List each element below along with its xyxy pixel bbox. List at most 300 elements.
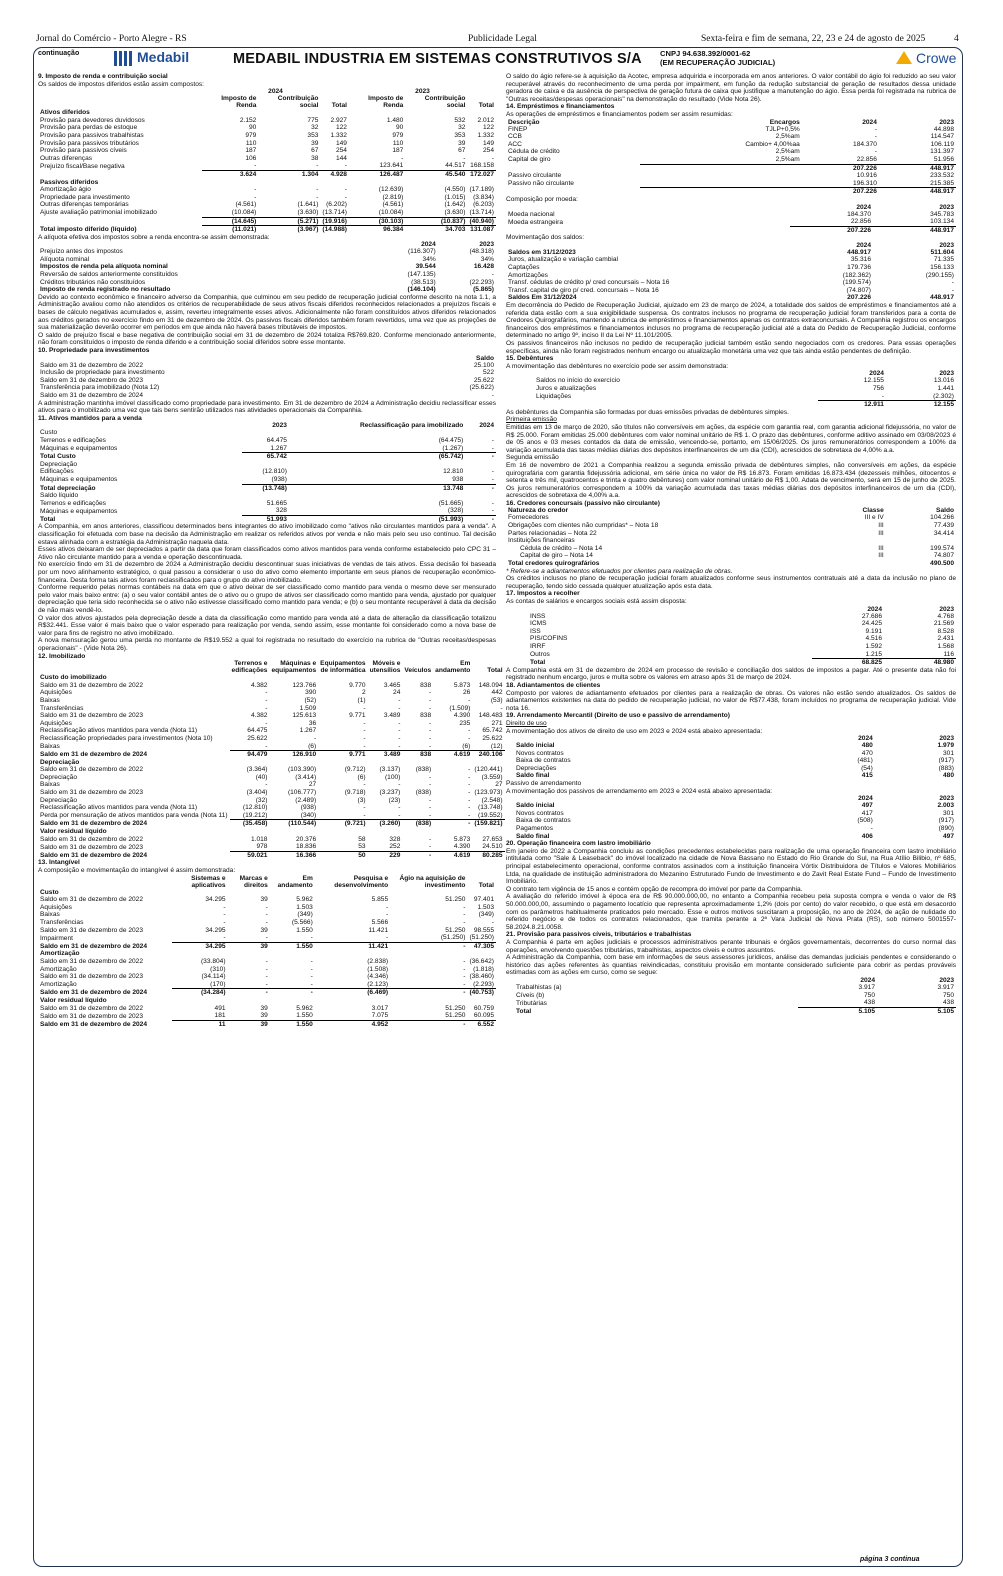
cell-value: - [465,453,496,461]
cell-value: - [463,918,466,926]
cell-value: (349) [478,911,494,919]
cell-value: 27.686 [861,612,882,620]
cell-value: - [402,851,433,859]
row-label: Transferências [40,704,84,712]
row-label: CCB [508,133,522,141]
cell-value: 2.431 [937,635,954,643]
cell-value: - [398,719,401,727]
column-header: 2023 [939,118,954,126]
cell-value: 1.503 [296,903,313,911]
cell-value: - [468,773,471,781]
cell-value: 480 [861,742,873,750]
s13-intro: A composição e movimentação do intangível é assim demonstrada: [38,867,236,874]
row-label: Reclassificação ativos mantidos para venda (Nota 11) [40,727,198,735]
cell-value: 104.266 [930,514,954,522]
cell-value: (65.742) [289,453,465,461]
cell-value: 1.550 [296,1012,313,1020]
cell-value: 90 [249,124,257,132]
cell-value: 25.100 [473,361,494,369]
table-row [38,256,496,264]
cell-value [472,828,504,836]
cell-value: - [363,719,366,727]
column-header: 2023 [939,370,954,378]
row-label: Transf. cédulas de crédito p/ cred concursais – Nota 16 [508,279,670,287]
cell-value: - [465,484,496,492]
table-row [38,453,496,461]
cell-value: 116 [943,650,954,658]
cell-value [349,109,405,117]
table-row [38,828,505,836]
s12-title: 12. Imobilizado [38,652,86,660]
s10-title: 10. Propriedade para investimentos [38,347,150,354]
cell-value: 39 [228,1020,270,1028]
table-row [38,851,505,859]
table-row [38,117,496,125]
row-label: ISS [530,627,541,635]
cell-value [230,674,270,682]
row-label: Depreciação [40,773,78,781]
table-row [506,750,956,758]
row-label: Saldo em 31 de dezembro de 2022 [40,896,144,904]
table-row [38,804,505,812]
cell-value [172,889,228,897]
cell-value [402,828,433,836]
cell-value [467,889,496,897]
cell-value: (328) [447,507,464,515]
cell-value: 74.807 [933,552,954,560]
cell-value: 235 [459,719,471,727]
cell-value: 5.873 [453,835,471,843]
s20-text2: O contrato tem vigência de 15 anos e contém opção de recompra do imóvel por parte da Companhia. [506,885,803,893]
row-label: Saldo em 31 de dezembro de 2022 [40,766,144,774]
cell-value: - [363,804,366,812]
cell-value: 123.641 [379,162,404,170]
publication-header [38,49,958,71]
cell-value: (12.810) [262,468,287,476]
cell-value: 34.295 [205,896,226,904]
cell-value [270,997,315,1005]
cell-value: - [491,154,494,162]
row-label: Total imposto diferido (líquido) [40,226,137,234]
column-header: Total [487,667,503,675]
s15-text3: Em 16 de novembro de 2021 a Companhia realizou a segunda emissão privada de debêntures simples, não conversíveis em ações, da espécie quirografária com garantia fidejussória adicional, em série única no valor de R$ 16.873. Foram emitidas 16.873.434 (dezesseis milhões, oitocentos e setenta e três mil, quatrocentos e trinta e quatro debêntures) com valor nominal unitário de R$ 1,00. Adata de vencimento, será em 15 de junho de 2025. Os juros remuneratórios correspondem a 100% da variação acumulada das taxas médias diárias dos depósitos interfinanceiros de um dia (CDI), acrescidos de sobretaxa de 4,00% a.a. [506,461,956,500]
cell-value: - [313,734,317,742]
cell-value: 80.285 [472,851,504,859]
cell-value: 2 [361,689,366,697]
cell-value [230,828,270,836]
cell-value: - [265,980,268,988]
cell-value: 9.191 [865,627,882,635]
row-label: Saldo em 31 de dezembro de 2023 [40,789,144,797]
column-header: 2024 [858,735,873,743]
column-header: 2023 [939,976,954,984]
cell-value: (53) [490,696,503,704]
s21-text2: A Administração da Companhia, com base em informações de seus assessores jurídicos, análise das demandas judiciais pendentes e considerando o histórico das ações referentes às quantias reivindicadas, constituiu provisão em montante considerado suficiente para cobrir as perdas prováveis estimadas com as ações em curso, como se segue: [506,954,956,977]
row-label: Provisão para devedores duvidosos [40,116,145,124]
cell-value: (6.203) [473,201,494,209]
row-label: Custo do imobilizado [40,674,107,682]
cell-value: 50 [318,851,367,859]
cell-value: 4.928 [320,170,349,178]
cell-value [822,560,886,568]
cell-value: (917) [938,817,954,825]
row-label: Saldo em 31 de dezembro de 2022 [40,681,144,689]
deferred-tax-table [38,88,496,234]
cell-value: 51.956 [933,155,954,163]
cell-value: 4.390 [453,712,471,720]
row-label: Novos contratos [516,749,564,757]
masthead-section: Publicidade Legal [468,34,537,44]
masthead-newspaper: Jornal do Comércio - Porto Alegre - RS [36,34,187,44]
cell-value: 131.087 [467,226,496,234]
table-row [506,742,956,750]
cell-value: (6.202) [326,201,347,209]
row-label: Saldo em 31 de dezembro de 2022 [40,361,144,369]
cell-value [315,950,390,958]
cell-value: - [363,811,366,819]
row-label [506,401,818,409]
cell-value: (2.489) [295,796,317,804]
s17-intro: As contas de salários e encargos sociais está assim disposta: [506,598,687,605]
row-label: Saldo líquido [40,492,79,500]
cell-value: 149 [482,139,494,147]
table-row [38,194,496,202]
s14-intro: As operações de empréstimos e financiamentos podem ser assim resumidas: [506,110,733,118]
row-label [506,188,640,196]
table-row [38,392,496,400]
column-header: 2023 [939,795,954,803]
table-row [38,682,505,690]
cell-value: - [463,965,466,973]
cell-value: (10.837) [405,217,467,226]
table-row [38,484,496,492]
row-label: Impairment [40,934,73,942]
s11-title: 11. Ativos mantidos para a venda [38,414,142,422]
cell-value: (19.552) [478,811,503,819]
cell-value: - [491,507,494,515]
column-header: 2024 [479,422,494,430]
row-label: Passivos diferidos [40,178,99,186]
row-label: Obrigações com clientes não cumpridas* – Nota 18 [508,522,659,530]
cell-value: 48.980 [884,659,956,667]
column-header: Imposto de Renda [368,95,404,110]
cell-value: 2,5%am [775,155,800,163]
column-header: Veículos [404,667,432,675]
cell-value: (51.993) [289,515,465,523]
row-label: Depreciação [40,796,78,804]
cell-value: 22.856 [856,155,877,163]
column-header: 2023 [939,605,954,613]
column-header [506,204,790,211]
cell-value [242,429,289,437]
row-label: Máquinas e equipamentos [40,476,118,484]
cnpj: CNPJ 94.638.392/0001-62 [660,49,751,58]
table-row [506,537,956,545]
cell-value: TJLP+0,5% [765,125,800,133]
column-header: Total [331,102,347,110]
cell-value [258,179,320,187]
cell-value: 5.962 [296,1004,313,1012]
cell-value: (1.015) [444,193,466,201]
s21-title: 21. Provisão para passivos cíveis, tributários e trabalhistas [506,931,692,939]
column-header: Natureza do credor [508,507,569,515]
logo-text: Medabil [137,49,190,65]
currency-title: Composição por moeda: [506,195,578,203]
cell-value: - [265,781,268,789]
row-label: Máquinas e equipamentos [40,445,118,453]
cell-value: (890) [938,825,954,833]
cell-value: - [491,271,494,279]
header-row [506,507,956,514]
cell-value: - [881,392,884,400]
cell-value: - [398,804,401,812]
cell-value: - [254,186,257,194]
column-header: Contribuição social [277,95,319,110]
row-label: Prejuízo fiscal/Base negativa [40,162,125,170]
table-row [38,789,505,797]
cell-value: - [398,696,401,704]
cell-value: 51.250 [445,896,466,904]
table-row [506,613,956,621]
header-row [38,422,496,429]
cell-value: 491 [214,1004,226,1012]
cell-value: - [468,734,471,742]
s9-text2: O saldo de prejuízo fiscal e base negativa de contribuição social em 31 de dezembro de 2024 totaliza R$769.820. Conforme mencionado anteriormente, não foram constituídos o imposto de renda diferido e a contribuição social diferidos sobre esse montante. [38,331,496,347]
column-header [506,735,798,742]
row-label: Baixas [40,743,60,750]
cell-value: 12.155 [886,401,956,409]
cell-value: - [363,727,366,735]
cell-value: (883) [938,764,954,772]
table-row [506,833,956,841]
cell-value: 16.428 [473,263,494,271]
s19-right-of-use: Direito de uso [506,719,547,727]
s16-text: Os créditos inclusos no plano de recuperação judicial foram atualizados conforme seus instrumentos contratuais até a data da inclusão no plano de recuperação, tendo sido cessada qualquer atualização após esta data. [506,575,956,590]
cell-value: 353 [454,131,466,139]
table-row [506,992,956,1000]
cell-value: (100) [384,773,401,781]
row-label: Instituições financeiras [508,537,575,545]
cell-value: 21.569 [933,620,954,628]
cell-value [465,492,496,500]
cell-value: 979 [392,131,404,139]
table-row [506,628,956,636]
right-of-use-table [506,735,956,780]
table-row [38,445,496,453]
cell-value: - [491,475,494,483]
row-label: Ativos diferidos [40,109,90,117]
cell-value: (54) [861,764,873,772]
column-header: Em andamento [435,660,471,675]
cell-value: 1.568 [937,642,954,650]
loans-movement-table [506,242,956,302]
row-label: ICMS [530,620,547,628]
column-header: Em andamento [277,874,313,889]
s9-intro: Os saldos de impostos diferidos estão assim compostos: [38,80,205,88]
cell-value: - [265,911,268,919]
row-label: INSS [530,612,546,620]
table-row [38,927,496,935]
table-row [506,188,956,196]
cell-value: (34.114) [201,973,226,981]
year-row [38,88,496,95]
column-header: Móveis e utensílios [369,660,401,675]
cell-value: (22.293) [469,278,494,286]
column-header: Equipamentos de informática [320,660,366,675]
cell-value: (19.916) [322,217,347,225]
table-row [38,369,496,377]
cell-value: 1.304 [258,170,320,178]
table-row [38,155,496,163]
cell-value: 13.016 [933,377,954,385]
cell-value: - [463,973,466,981]
cell-value: (9.721) [318,820,367,828]
row-label: Pagamentos [516,825,554,833]
cell-value: (159.821) [474,820,503,828]
row-label: Baixa de contratos [516,817,571,825]
cell-value: - [265,704,268,712]
row-label: Terrenos e edificações [40,436,106,444]
row-label: Saldo em 31 de dezembro de 2024 [40,820,148,828]
cell-value: (508) [857,817,873,825]
cell-value: (838) [415,789,432,797]
s21-text1: A Companhia é parte em ações judiciais e processos administrativos perante tribunais e órgãos governamentais, decorrentes do curso normal das operações, envolvendo questões tributárias, trabalhistas, aspectos cíveis e outros assuntos. [506,938,956,954]
cell-value: 168.158 [470,162,494,170]
cell-value [390,950,467,958]
cell-value: 328 [275,507,287,515]
table-row [38,201,496,209]
cell-value: - [363,781,366,789]
cell-value [640,180,802,188]
cell-value: (2.123) [367,980,389,988]
cell-value: - [390,1020,467,1028]
cell-value: 26 [462,689,471,697]
cell-value: 775 [307,116,319,124]
cell-value: III e IV [864,514,884,522]
table-row [506,643,956,651]
row-label: Provisão para passivos tributários [40,139,139,147]
table-row [506,385,956,393]
cell-value: - [265,957,268,965]
cell-value: - [223,934,226,942]
table-row [38,429,496,437]
cell-value: (938) [271,475,287,483]
table-row [38,476,496,484]
cell-value: (38.513) [411,278,436,286]
cell-value [269,828,318,836]
row-label: Baixa de contratos [516,757,571,765]
column-header: 2024 [867,605,882,613]
cell-value: 438 [863,999,875,1007]
cell-value: 4.619 [433,851,472,859]
cell-value: 67 [311,147,319,155]
cell-value: - [463,957,466,965]
row-label: Valor residual líquido [40,996,107,1004]
cell-value: - [344,193,347,201]
table-row [38,759,505,767]
cell-value: 71.335 [933,256,954,264]
cell-value: - [310,957,313,965]
table-row [506,1007,956,1015]
cell-value: - [491,468,494,476]
table-row [38,781,505,789]
table-row [38,468,496,476]
row-label: Saldo em 31 de dezembro de 2023 [40,712,144,720]
cell-value [405,179,467,187]
header-row [506,977,956,984]
cell-value [270,950,315,958]
cell-value [467,997,496,1005]
cell-value: (938) [300,804,317,812]
cell-value: (1.641) [297,201,319,209]
row-label: Juros e atualizações [536,384,597,392]
table-row [38,743,505,751]
cell-value: 148.483 [478,712,503,720]
cell-value: (4.550) [444,186,466,194]
cell-value: 126.487 [349,170,405,178]
cell-value: (917) [938,757,954,765]
cell-value: 4.619 [433,751,472,759]
cell-value: 38 [311,154,319,162]
fixed-assets-table [38,660,505,859]
table-row [38,286,496,294]
cell-value: 1.480 [386,116,404,124]
cell-value [230,759,270,767]
cell-value: 110 [245,139,257,147]
cell-value: 3.917 [858,983,875,991]
cell-value: 252 [389,843,401,851]
cell-value: (12.810) [242,804,268,812]
s20-text1: Em janeiro de 2022 a Companhia concluiu as condições precedentes estabelecidas para realização de uma operação financeira com lastro imobiliário intitulada como "Sale & Leaseback" do imóvel localizado na cidade de Nova Bassano no Estado do Rio Grande do Sul, na Rua Atílio Bilibio, nº 685, principal estabelecimento operacional, conforme contratos assinados com a instituição financeira Vórtix Distribuidora de Títulos e Valores Mobiliários Ltda, na qualidade de instituição administradora do Mezanino Estruturado Fundo de Investimento e do Zavit Real Estate Fund – Fundo de Investimento Imobiliário. [506,847,956,886]
cell-value: - [265,719,268,727]
table-row [506,999,956,1007]
cell-value: (35.458) [230,820,270,828]
s16-note: * Refere-se a adiantamentos efetuados por clientes para realização de obras. [506,567,733,575]
cell-value: 25.622 [482,734,503,742]
cell-value: - [428,835,432,843]
cell-value [467,109,496,117]
provisions-table [506,977,956,1015]
table-row [38,162,496,170]
row-label: Outras diferenças [40,154,93,162]
cell-value: - [874,133,877,141]
cell-value: 36 [308,719,317,727]
cell-value: 35.316 [850,256,871,264]
cell-value: - [468,727,471,735]
table-row [506,126,956,134]
cell-value: 3.465 [383,681,401,689]
cell-value [270,889,315,897]
cell-value: - [491,444,494,452]
cell-value [269,674,318,682]
cell-value [269,759,318,767]
column-header [506,977,798,984]
cell-value: (6) [462,742,471,750]
row-label: Aquisições [40,689,72,697]
table-row [506,287,956,295]
table-row [38,981,496,989]
cell-value: 65.742 [482,727,503,735]
cell-value: 4.382 [250,712,268,720]
intangible-table [38,875,496,1029]
cell-value: 4.768 [937,612,954,620]
column-header [38,875,172,889]
cell-value: - [428,773,432,781]
s15-text1: As debêntures da Companhia são formadas por duas emissões privadas de debêntures simples. [506,408,789,416]
cell-value: (349) [297,911,313,919]
cell-value: - [398,781,401,789]
table-row [38,1005,496,1013]
